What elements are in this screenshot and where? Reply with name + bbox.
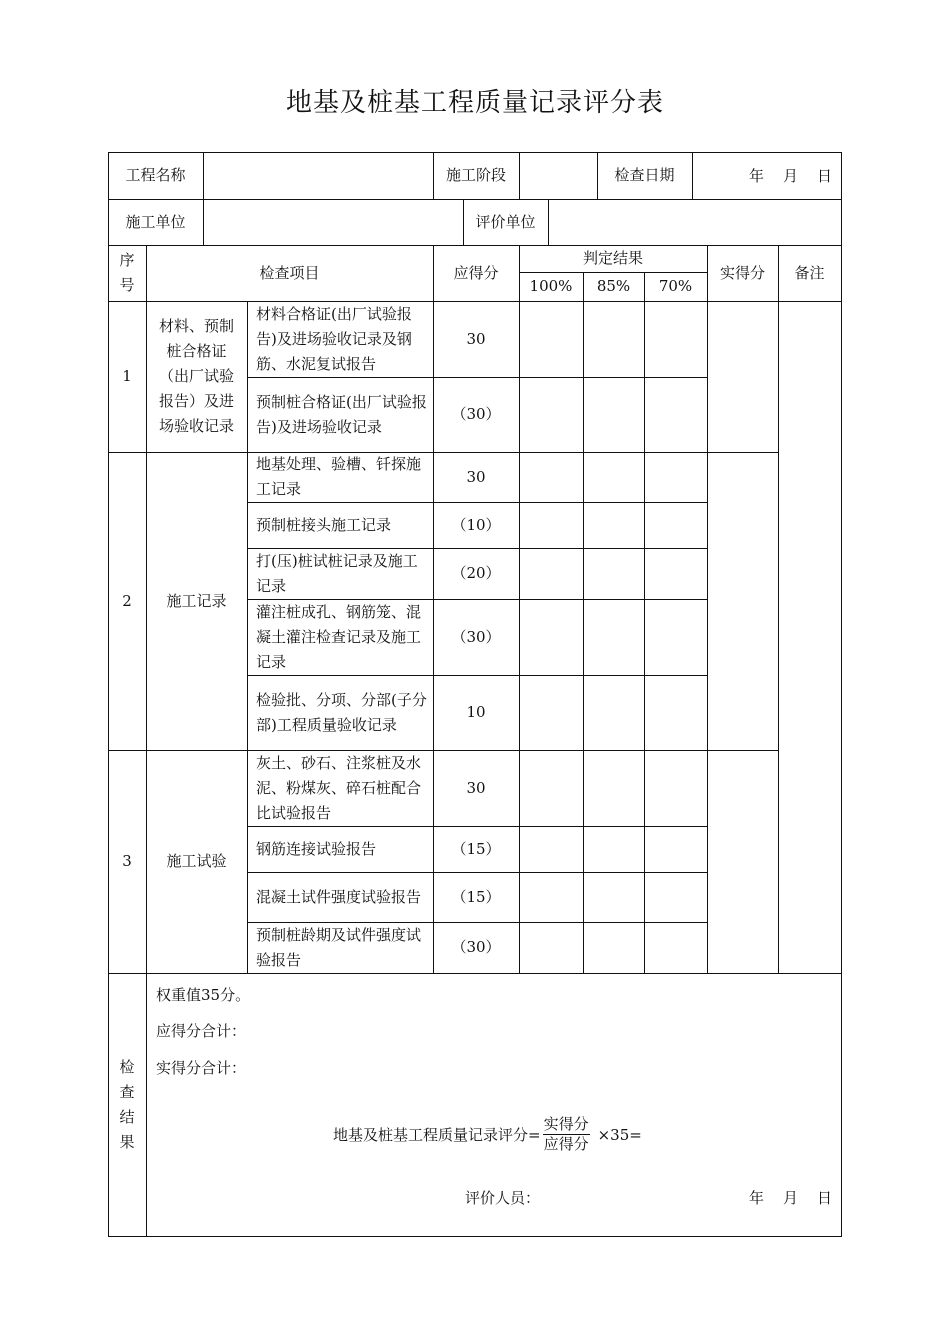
judge-100-cell [519,922,583,973]
check-item-score: （20） [451,564,501,582]
col-remark-header: 备注 [794,263,825,282]
judge-70-cell [644,675,707,750]
judge-100-cell [519,750,583,826]
judge-70-cell [644,872,707,922]
judge-100-cell [519,377,583,452]
judge-85-cell [583,548,644,599]
check-item: 灌注桩成孔、钢筋笼、混凝土灌注检查记录及施工记录 [256,602,422,671]
judge-85-cell [583,377,644,452]
formula-denominator: 应得分 [543,1135,589,1153]
judge-85-cell [583,502,644,548]
should-total-label: 应得分合计： [156,1022,247,1040]
weight-text: 权重值35分。 [156,986,251,1004]
judge-70-cell [644,452,707,502]
group-name: 施工试验 [166,852,227,870]
judge-100-cell [519,452,583,502]
check-item: 预制桩合格证(出厂试验报告)及进场验收记录 [256,392,427,436]
eval-unit-value [548,199,841,245]
judge-85-cell [583,675,644,750]
stage-label: 施工阶段 [445,166,506,184]
judge-70-cell [644,750,707,826]
check-item: 预制桩接头施工记录 [256,515,392,534]
date-year-label: 年 [749,167,765,185]
check-item-score: （15） [451,839,501,858]
col-85-header: 85% [596,277,631,295]
judge-70-cell [644,599,707,675]
table-bottom-border [108,1236,842,1237]
eval-unit-label: 评价单位 [475,212,536,231]
col-item-header: 检查项目 [259,263,320,282]
sign-year-label: 年 [749,1189,765,1207]
check-item-score: （15） [451,887,501,906]
table-right-border [841,152,842,1237]
col-seq-header: 序 号 [119,251,135,294]
table-rule [146,973,147,1237]
construction-unit-value [203,199,463,245]
check-item-score: 30 [466,778,486,797]
judge-70-cell [644,377,707,452]
judge-85-cell [583,301,644,377]
group-name: 材料、预制桩合格证（出厂试验报告）及进场验收记录 [158,317,234,435]
formula-numerator: 实得分 [543,1115,589,1133]
col-should-score-header: 应得分 [453,263,499,282]
check-item: 预制桩龄期及试件强度试验报告 [256,925,422,969]
check-item: 打(压)桩试桩记录及施工记录 [256,551,418,595]
judge-100-cell [519,502,583,548]
judge-70-cell [644,548,707,599]
check-item: 灰土、砂石、注浆桩及水泥、粉煤灰、碎石桩配合比试验报告 [256,753,422,822]
table-rule [707,301,708,974]
judge-100-cell [519,301,583,377]
check-item: 混凝土试件强度试验报告 [256,887,422,906]
judge-100-cell [519,826,583,872]
judge-85-cell [583,452,644,502]
group-number: 3 [122,852,132,870]
judge-85-cell [583,826,644,872]
col-70-header: 70% [658,277,693,295]
check-item: 钢筋连接试验报告 [256,839,377,858]
check-item-score: （30） [451,627,501,646]
judge-70-cell [644,502,707,548]
col-actual-score-header: 实得分 [719,263,765,282]
date-day-label: 日 [817,167,833,185]
group-name: 施工记录 [166,591,227,610]
construction-unit-label: 施工单位 [125,212,186,231]
check-item-score: （30） [451,405,501,423]
judge-100-cell [519,599,583,675]
formula-fraction [543,1115,590,1154]
check-date-label: 检查日期 [614,166,675,184]
judge-70-cell [644,922,707,973]
sign-month-label: 月 [783,1189,799,1207]
check-item: 材料合格证(出厂试验报告)及进场验收记录及钢筋、水泥复试报告 [256,304,412,373]
formula-prefix: 地基及桩基工程质量记录评分= [333,1125,541,1144]
date-month-label: 月 [783,167,799,185]
col-judgement-header: 判定结果 [582,249,643,267]
check-item-score: 30 [466,329,486,348]
judge-100-cell [519,675,583,750]
judge-85-cell [583,750,644,826]
result-label: 检 查 结 果 [119,1057,135,1151]
score-formula [333,1115,642,1154]
table-rule [778,301,779,974]
project-name-label: 工程名称 [125,166,186,184]
judge-70-cell [644,826,707,872]
actual-total-label: 实得分合计： [156,1059,247,1077]
judge-100-cell [519,548,583,599]
judge-85-cell [583,922,644,973]
formula-suffix: ×35= [597,1125,642,1144]
stage-value [519,152,597,199]
group-number: 2 [122,591,132,610]
col-100-header: 100% [529,277,573,295]
check-item-score: （30） [451,938,501,956]
check-item-score: （10） [451,515,501,534]
judge-85-cell [583,872,644,922]
check-item-score: 30 [466,467,486,486]
group-number: 1 [122,367,132,385]
table-rule [108,973,842,974]
check-item: 地基处理、验槽、钎探施工记录 [256,455,422,498]
page-title: 地基及桩基工程质量记录评分表 [285,88,664,118]
evaluator-label: 评价人员： [465,1189,541,1207]
judge-85-cell [583,599,644,675]
judge-100-cell [519,872,583,922]
judge-70-cell [644,301,707,377]
table-rule [692,152,693,200]
project-name-value [203,152,433,199]
check-item-score: 10 [466,703,486,721]
check-item: 检验批、分项、分部(子分部)工程质量验收记录 [256,690,427,734]
sign-day-label: 日 [817,1189,833,1207]
